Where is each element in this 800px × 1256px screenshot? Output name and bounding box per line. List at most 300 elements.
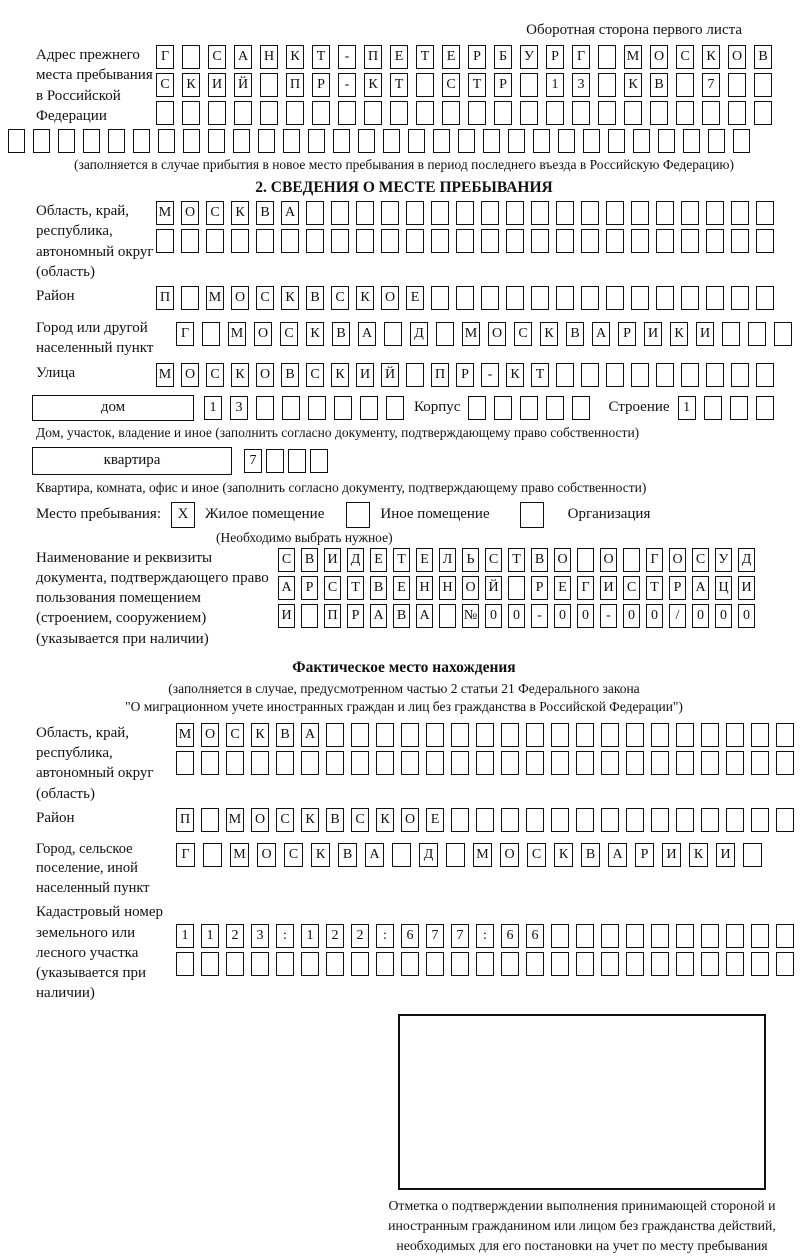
char-box[interactable]: А — [370, 604, 387, 628]
char-box[interactable]: М — [462, 322, 480, 346]
char-box[interactable] — [226, 751, 244, 775]
char-box[interactable] — [774, 322, 792, 346]
char-box[interactable]: Р — [669, 576, 686, 600]
char-box[interactable] — [383, 129, 400, 153]
char-box[interactable] — [401, 723, 419, 747]
char-box[interactable]: И — [662, 843, 681, 867]
char-box[interactable] — [406, 201, 424, 225]
char-box[interactable]: Д — [738, 548, 755, 572]
char-box[interactable] — [351, 723, 369, 747]
char-box[interactable] — [386, 396, 404, 420]
char-box[interactable]: П — [364, 45, 382, 69]
char-box[interactable] — [651, 924, 669, 948]
char-box[interactable]: С — [442, 73, 460, 97]
char-box[interactable]: Т — [531, 363, 549, 387]
char-box[interactable]: 6 — [401, 924, 419, 948]
char-box[interactable]: А — [278, 576, 295, 600]
char-box[interactable] — [776, 723, 794, 747]
char-box[interactable] — [756, 286, 774, 310]
char-box[interactable]: К — [251, 723, 269, 747]
char-box[interactable] — [331, 229, 349, 253]
char-box[interactable] — [351, 751, 369, 775]
char-box[interactable]: Л — [439, 548, 456, 572]
char-box[interactable]: К — [702, 45, 720, 69]
char-box[interactable] — [226, 952, 244, 976]
char-box[interactable]: Е — [406, 286, 424, 310]
char-box[interactable] — [601, 751, 619, 775]
char-box[interactable]: - — [600, 604, 617, 628]
char-box[interactable]: Й — [234, 73, 252, 97]
char-box[interactable] — [731, 201, 749, 225]
char-box[interactable]: К — [331, 363, 349, 387]
char-box[interactable] — [626, 751, 644, 775]
char-box[interactable] — [556, 363, 574, 387]
char-box[interactable]: : — [276, 924, 294, 948]
char-box[interactable]: О — [500, 843, 519, 867]
char-box[interactable] — [258, 129, 275, 153]
char-box[interactable]: В — [281, 363, 299, 387]
char-box[interactable]: Н — [416, 576, 433, 600]
char-box[interactable] — [706, 201, 724, 225]
char-box[interactable]: О — [488, 322, 506, 346]
char-box[interactable]: С — [306, 363, 324, 387]
char-box[interactable] — [676, 723, 694, 747]
char-box[interactable] — [506, 201, 524, 225]
char-box[interactable]: В — [306, 286, 324, 310]
char-box[interactable]: К — [311, 843, 330, 867]
char-box[interactable] — [266, 449, 284, 473]
char-box[interactable]: 0 — [577, 604, 594, 628]
char-box[interactable] — [681, 201, 699, 225]
char-box[interactable]: 7 — [426, 924, 444, 948]
char-box[interactable] — [501, 952, 519, 976]
char-box[interactable]: 0 — [738, 604, 755, 628]
char-box[interactable] — [526, 808, 544, 832]
char-box[interactable] — [598, 73, 616, 97]
char-box[interactable] — [358, 129, 375, 153]
char-box[interactable]: В — [566, 322, 584, 346]
char-box[interactable] — [208, 101, 226, 125]
char-box[interactable]: / — [669, 604, 686, 628]
char-box[interactable] — [756, 201, 774, 225]
char-box[interactable]: : — [376, 924, 394, 948]
char-box[interactable] — [251, 952, 269, 976]
char-box[interactable]: И — [324, 548, 341, 572]
char-box[interactable]: 1 — [301, 924, 319, 948]
char-box[interactable]: К — [231, 363, 249, 387]
char-box[interactable]: К — [506, 363, 524, 387]
char-box[interactable] — [531, 201, 549, 225]
char-box[interactable] — [326, 952, 344, 976]
char-box[interactable]: А — [608, 843, 627, 867]
char-box[interactable] — [656, 363, 674, 387]
char-box[interactable] — [651, 952, 669, 976]
char-box[interactable]: И — [738, 576, 755, 600]
char-box[interactable]: А — [358, 322, 376, 346]
char-box[interactable]: Р — [635, 843, 654, 867]
char-box[interactable] — [731, 229, 749, 253]
char-box[interactable] — [606, 229, 624, 253]
char-box[interactable] — [556, 229, 574, 253]
char-box[interactable]: С — [623, 576, 640, 600]
char-box[interactable]: У — [520, 45, 538, 69]
char-box[interactable] — [731, 363, 749, 387]
char-box[interactable]: Д — [419, 843, 438, 867]
char-box[interactable] — [401, 751, 419, 775]
char-box[interactable]: 3 — [251, 924, 269, 948]
char-box[interactable] — [701, 751, 719, 775]
char-box[interactable] — [256, 229, 274, 253]
char-box[interactable] — [776, 808, 794, 832]
char-box[interactable] — [731, 286, 749, 310]
char-box[interactable] — [508, 129, 525, 153]
char-box[interactable]: С — [276, 808, 294, 832]
char-box[interactable] — [156, 229, 174, 253]
char-box[interactable] — [326, 751, 344, 775]
char-box[interactable] — [451, 952, 469, 976]
char-box[interactable] — [706, 286, 724, 310]
char-box[interactable] — [558, 129, 575, 153]
char-box[interactable]: М — [473, 843, 492, 867]
char-box[interactable]: В — [301, 548, 318, 572]
char-box[interactable]: Б — [494, 45, 512, 69]
char-box[interactable]: К — [540, 322, 558, 346]
char-box[interactable] — [301, 751, 319, 775]
char-box[interactable]: С — [351, 808, 369, 832]
char-box[interactable]: С — [284, 843, 303, 867]
char-box[interactable] — [356, 229, 374, 253]
char-box[interactable] — [456, 229, 474, 253]
char-box[interactable]: Р — [301, 576, 318, 600]
char-box[interactable] — [338, 101, 356, 125]
char-box[interactable]: 6 — [501, 924, 519, 948]
char-box[interactable] — [201, 952, 219, 976]
char-box[interactable]: К — [281, 286, 299, 310]
char-box[interactable] — [481, 229, 499, 253]
char-box[interactable]: А — [301, 723, 319, 747]
char-box[interactable]: Т — [312, 45, 330, 69]
char-box[interactable] — [442, 101, 460, 125]
char-box[interactable]: С — [206, 201, 224, 225]
char-box[interactable] — [494, 101, 512, 125]
char-box[interactable] — [506, 229, 524, 253]
char-box[interactable] — [701, 808, 719, 832]
char-box[interactable] — [581, 363, 599, 387]
char-box[interactable] — [733, 129, 750, 153]
char-box[interactable]: 0 — [623, 604, 640, 628]
char-box[interactable] — [206, 229, 224, 253]
char-box[interactable]: Г — [572, 45, 590, 69]
char-box[interactable] — [681, 286, 699, 310]
char-box[interactable] — [623, 548, 640, 572]
char-box[interactable] — [583, 129, 600, 153]
char-box[interactable] — [401, 952, 419, 976]
char-box[interactable]: М — [156, 363, 174, 387]
char-box[interactable] — [751, 808, 769, 832]
char-box[interactable]: К — [670, 322, 688, 346]
char-box[interactable]: К — [364, 73, 382, 97]
char-box[interactable]: 7 — [702, 73, 720, 97]
char-box[interactable]: 3 — [572, 73, 590, 97]
char-box[interactable]: М — [228, 322, 246, 346]
char-box[interactable] — [8, 129, 25, 153]
char-box[interactable] — [156, 101, 174, 125]
char-box[interactable]: К — [286, 45, 304, 69]
organization-checkbox[interactable] — [520, 502, 544, 528]
char-box[interactable]: Р — [618, 322, 636, 346]
char-box[interactable] — [58, 129, 75, 153]
char-box[interactable]: Г — [176, 843, 195, 867]
char-box[interactable] — [626, 952, 644, 976]
char-box[interactable] — [376, 952, 394, 976]
char-box[interactable] — [481, 286, 499, 310]
char-box[interactable] — [526, 751, 544, 775]
char-box[interactable] — [446, 843, 465, 867]
char-box[interactable] — [531, 229, 549, 253]
char-box[interactable]: В — [332, 322, 350, 346]
char-box[interactable] — [508, 576, 525, 600]
char-box[interactable] — [681, 363, 699, 387]
char-box[interactable] — [501, 723, 519, 747]
char-box[interactable] — [651, 808, 669, 832]
char-box[interactable] — [651, 751, 669, 775]
char-box[interactable]: С — [514, 322, 532, 346]
char-box[interactable]: М — [230, 843, 249, 867]
char-box[interactable]: 1 — [204, 396, 222, 420]
char-box[interactable]: Г — [156, 45, 174, 69]
char-box[interactable] — [726, 924, 744, 948]
char-box[interactable] — [256, 396, 274, 420]
char-box[interactable] — [658, 129, 675, 153]
char-box[interactable]: С — [226, 723, 244, 747]
char-box[interactable] — [576, 723, 594, 747]
char-box[interactable] — [233, 129, 250, 153]
char-box[interactable]: П — [286, 73, 304, 97]
char-box[interactable] — [581, 229, 599, 253]
char-box[interactable] — [601, 723, 619, 747]
char-box[interactable] — [676, 751, 694, 775]
char-box[interactable]: О — [257, 843, 276, 867]
char-box[interactable] — [751, 952, 769, 976]
char-box[interactable] — [406, 229, 424, 253]
char-box[interactable]: О — [254, 322, 272, 346]
char-box[interactable]: Р — [531, 576, 548, 600]
char-box[interactable] — [468, 101, 486, 125]
char-box[interactable] — [83, 129, 100, 153]
char-box[interactable]: С — [692, 548, 709, 572]
char-box[interactable]: А — [365, 843, 384, 867]
char-box[interactable] — [756, 229, 774, 253]
char-box[interactable] — [626, 808, 644, 832]
char-box[interactable]: Е — [390, 45, 408, 69]
char-box[interactable] — [702, 101, 720, 125]
char-box[interactable] — [556, 286, 574, 310]
char-box[interactable] — [501, 751, 519, 775]
char-box[interactable] — [656, 229, 674, 253]
char-box[interactable] — [281, 229, 299, 253]
residential-checkbox[interactable]: X — [171, 502, 195, 528]
char-box[interactable]: К — [554, 843, 573, 867]
char-box[interactable] — [751, 924, 769, 948]
char-box[interactable] — [577, 548, 594, 572]
char-box[interactable] — [676, 73, 694, 97]
char-box[interactable] — [483, 129, 500, 153]
char-box[interactable] — [376, 723, 394, 747]
char-box[interactable] — [364, 101, 382, 125]
char-box[interactable]: К — [376, 808, 394, 832]
char-box[interactable] — [331, 201, 349, 225]
char-box[interactable]: Й — [381, 363, 399, 387]
char-box[interactable]: В — [256, 201, 274, 225]
char-box[interactable] — [631, 363, 649, 387]
char-box[interactable] — [506, 286, 524, 310]
char-box[interactable] — [202, 322, 220, 346]
char-box[interactable]: 2 — [326, 924, 344, 948]
char-box[interactable]: И — [696, 322, 714, 346]
char-box[interactable]: О — [600, 548, 617, 572]
char-box[interactable]: М — [624, 45, 642, 69]
char-box[interactable] — [756, 396, 774, 420]
char-box[interactable] — [624, 101, 642, 125]
char-box[interactable] — [701, 723, 719, 747]
char-box[interactable] — [203, 843, 222, 867]
char-box[interactable] — [376, 751, 394, 775]
char-box[interactable] — [426, 723, 444, 747]
char-box[interactable] — [754, 73, 772, 97]
char-box[interactable]: А — [281, 201, 299, 225]
char-box[interactable] — [572, 101, 590, 125]
char-box[interactable]: Е — [554, 576, 571, 600]
char-box[interactable]: Т — [646, 576, 663, 600]
char-box[interactable]: В — [370, 576, 387, 600]
char-box[interactable]: И — [278, 604, 295, 628]
char-box[interactable]: Е — [426, 808, 444, 832]
char-box[interactable] — [681, 229, 699, 253]
char-box[interactable] — [234, 101, 252, 125]
char-box[interactable] — [631, 286, 649, 310]
char-box[interactable]: 3 — [230, 396, 248, 420]
char-box[interactable] — [260, 101, 278, 125]
char-box[interactable]: С — [278, 548, 295, 572]
char-box[interactable]: О — [201, 723, 219, 747]
char-box[interactable] — [776, 924, 794, 948]
char-box[interactable]: Р — [468, 45, 486, 69]
char-box[interactable] — [756, 363, 774, 387]
char-box[interactable] — [181, 229, 199, 253]
char-box[interactable]: 0 — [646, 604, 663, 628]
char-box[interactable] — [656, 286, 674, 310]
char-box[interactable]: О — [462, 576, 479, 600]
char-box[interactable] — [551, 723, 569, 747]
char-box[interactable]: 1 — [546, 73, 564, 97]
char-box[interactable] — [754, 101, 772, 125]
char-box[interactable] — [520, 101, 538, 125]
char-box[interactable] — [231, 229, 249, 253]
char-box[interactable] — [282, 396, 300, 420]
char-box[interactable]: К — [182, 73, 200, 97]
char-box[interactable] — [576, 751, 594, 775]
char-box[interactable] — [531, 286, 549, 310]
char-box[interactable] — [526, 723, 544, 747]
char-box[interactable]: 0 — [508, 604, 525, 628]
char-box[interactable]: - — [531, 604, 548, 628]
char-box[interactable] — [431, 286, 449, 310]
char-box[interactable]: Г — [176, 322, 194, 346]
char-box[interactable] — [683, 129, 700, 153]
char-box[interactable] — [722, 322, 740, 346]
char-box[interactable] — [726, 808, 744, 832]
char-box[interactable]: Е — [442, 45, 460, 69]
char-box[interactable]: А — [592, 322, 610, 346]
char-box[interactable] — [381, 229, 399, 253]
char-box[interactable]: М — [206, 286, 224, 310]
char-box[interactable]: В — [650, 73, 668, 97]
char-box[interactable]: У — [715, 548, 732, 572]
char-box[interactable]: : — [476, 924, 494, 948]
char-box[interactable]: В — [754, 45, 772, 69]
char-box[interactable] — [451, 723, 469, 747]
char-box[interactable] — [436, 322, 454, 346]
char-box[interactable] — [476, 952, 494, 976]
char-box[interactable]: Т — [468, 73, 486, 97]
char-box[interactable]: - — [481, 363, 499, 387]
char-box[interactable]: 1 — [201, 924, 219, 948]
char-box[interactable] — [301, 604, 318, 628]
char-box[interactable]: Г — [577, 576, 594, 600]
char-box[interactable] — [439, 604, 456, 628]
char-box[interactable]: 0 — [485, 604, 502, 628]
char-box[interactable] — [651, 723, 669, 747]
char-box[interactable] — [708, 129, 725, 153]
char-box[interactable] — [520, 396, 538, 420]
char-box[interactable] — [728, 73, 746, 97]
char-box[interactable] — [456, 201, 474, 225]
char-box[interactable] — [390, 101, 408, 125]
char-box[interactable] — [133, 129, 150, 153]
char-box[interactable]: Е — [416, 548, 433, 572]
char-box[interactable]: С — [206, 363, 224, 387]
char-box[interactable]: 7 — [244, 449, 262, 473]
char-box[interactable]: М — [176, 723, 194, 747]
char-box[interactable]: Р — [546, 45, 564, 69]
char-box[interactable]: 6 — [526, 924, 544, 948]
char-box[interactable]: В — [581, 843, 600, 867]
char-box[interactable]: О — [181, 201, 199, 225]
char-box[interactable]: С — [331, 286, 349, 310]
char-box[interactable]: О — [181, 363, 199, 387]
char-box[interactable] — [726, 751, 744, 775]
char-box[interactable]: Р — [347, 604, 364, 628]
apartment-field-box[interactable]: квартира — [32, 447, 232, 475]
char-box[interactable] — [572, 396, 590, 420]
char-box[interactable]: - — [338, 73, 356, 97]
char-box[interactable]: Р — [494, 73, 512, 97]
char-box[interactable]: Д — [410, 322, 428, 346]
char-box[interactable] — [406, 363, 424, 387]
char-box[interactable]: И — [644, 322, 662, 346]
char-box[interactable] — [288, 449, 306, 473]
char-box[interactable] — [308, 396, 326, 420]
char-box[interactable]: О — [728, 45, 746, 69]
char-box[interactable]: О — [554, 548, 571, 572]
char-box[interactable]: Ь — [462, 548, 479, 572]
char-box[interactable]: В — [338, 843, 357, 867]
char-box[interactable] — [631, 201, 649, 225]
char-box[interactable] — [626, 723, 644, 747]
char-box[interactable] — [176, 952, 194, 976]
char-box[interactable] — [701, 924, 719, 948]
char-box[interactable] — [408, 129, 425, 153]
